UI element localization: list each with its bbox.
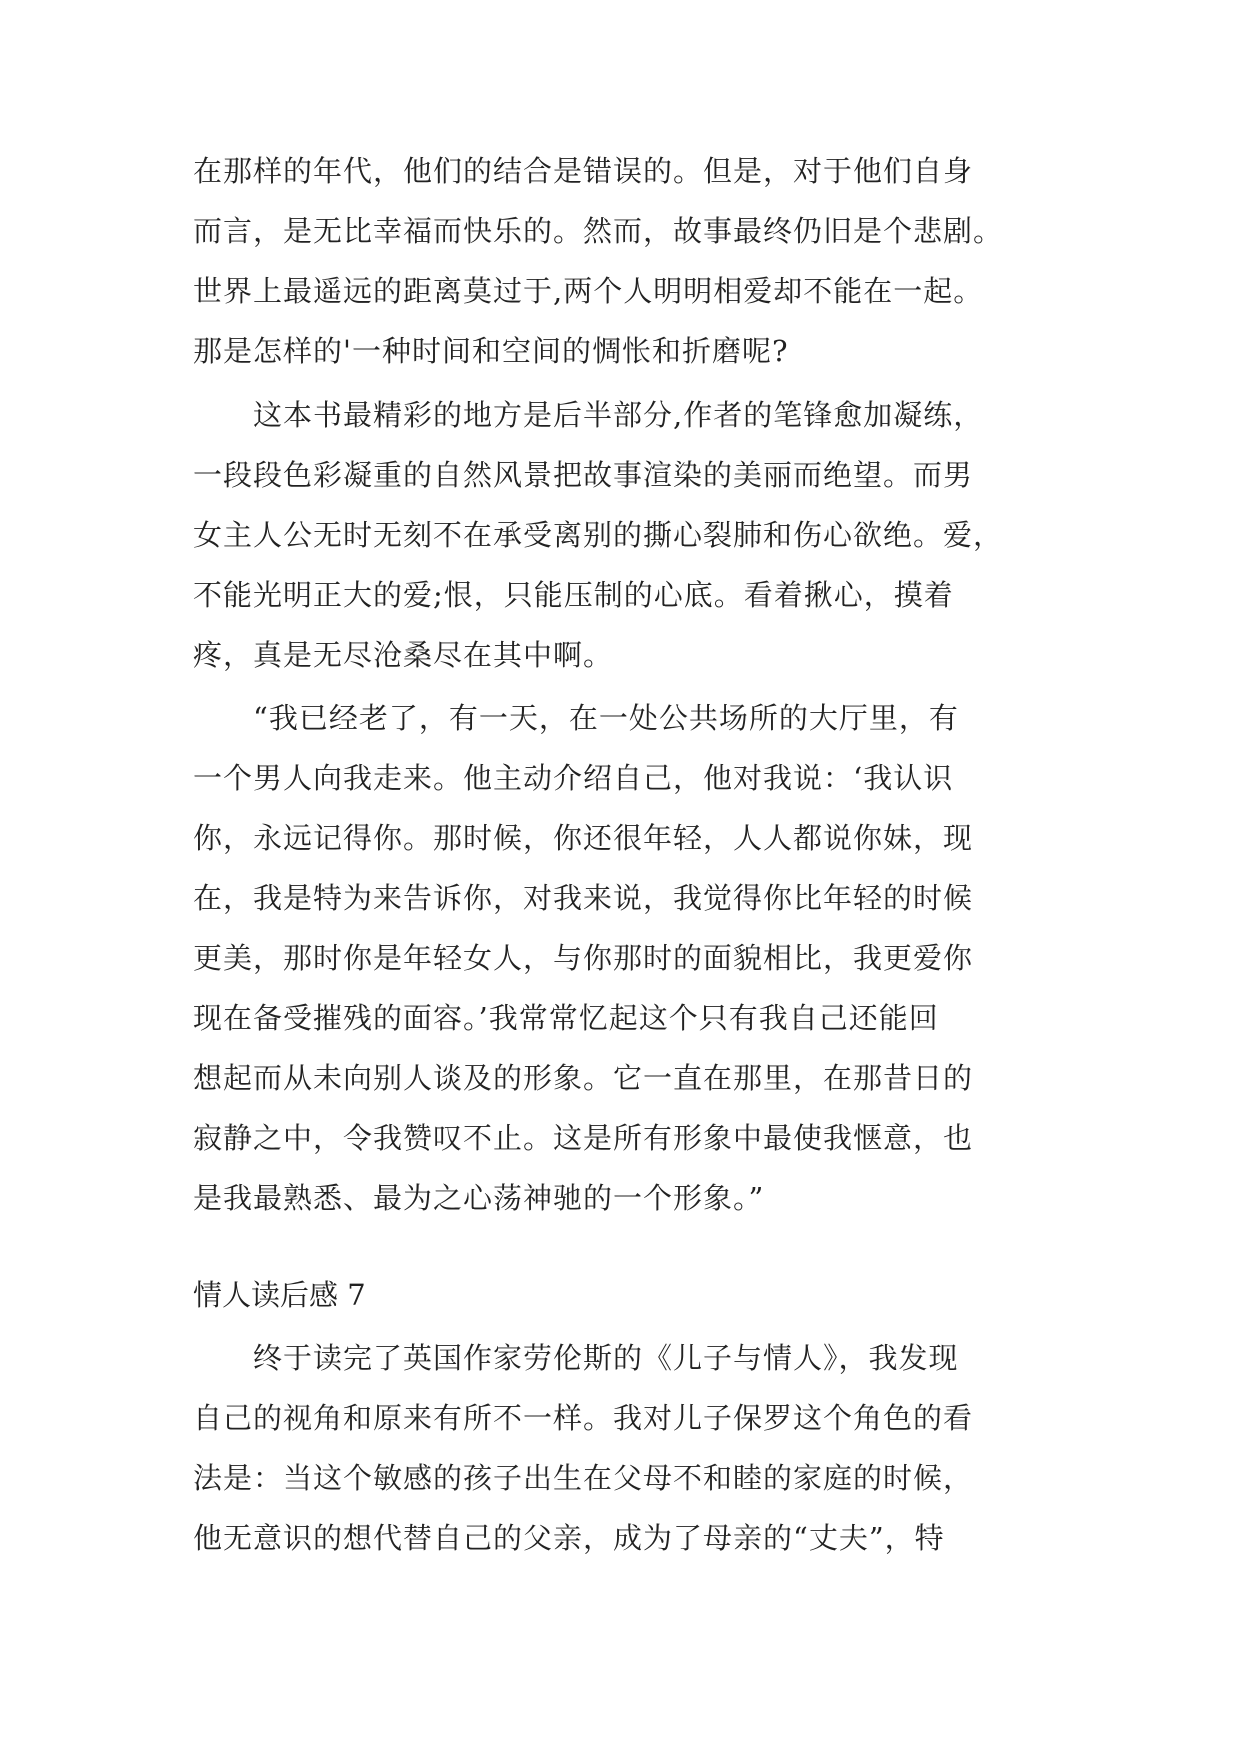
text-line: 而言，是无比幸福而快乐的。然而，故事最终仍旧是个悲剧。 (193, 214, 1004, 248)
text-line: 女主人公无时无刻不在承受离别的撕心裂肺和伤心欲绝。爱， (193, 518, 1004, 552)
text-line: 世界上最遥远的距离莫过于,两个人明明相爱却不能在一起。 (193, 274, 984, 308)
text-line: 一个男人向我走来。他主动介绍自己，他对我说：‘我认识 (193, 761, 954, 795)
text-line: 更美，那时你是年轻女人，与你那时的面貌相比，我更爱你 (193, 941, 974, 975)
text-line: 自己的视角和原来有所不一样。我对儿子保罗这个角色的看 (193, 1401, 974, 1435)
text-line: 寂静之中，令我赞叹不止。这是所有形象中最使我惬意，也 (193, 1121, 974, 1155)
text-line: 一段段色彩凝重的自然风景把故事渲染的美丽而绝望。而男 (193, 458, 974, 492)
section-heading: 情人读后感 7 (193, 1278, 366, 1312)
text-line: 想起而从未向别人谈及的形象。它一直在那里，在那昔日的 (193, 1061, 974, 1095)
text-line: 法是：当这个敏感的孩子出生在父母不和睦的家庭的时候， (193, 1461, 974, 1495)
text-line: 现在备受摧残的面容。’我常常忆起这个只有我自己还能回 (193, 1001, 939, 1035)
text-line: 他无意识的想代替自己的父亲，成为了母亲的“丈夫”，特 (193, 1521, 945, 1555)
text-line: 在那样的年代，他们的结合是错误的。但是，对于他们自身 (193, 154, 974, 188)
text-line: 是我最熟悉、最为之心荡神驰的一个形象。” (193, 1181, 765, 1215)
text-line: 你，永远记得你。那时候，你还很年轻，人人都说你妹，现 (193, 821, 974, 855)
text-line: 终于读完了英国作家劳伦斯的《儿子与情人》，我发现 (253, 1341, 959, 1375)
text-line: 这本书最精彩的地方是后半部分,作者的笔锋愈加凝练， (253, 398, 984, 432)
text-line: 疼，真是无尽沧桑尽在其中啊。 (193, 638, 614, 672)
text-line: 在，我是特为来告诉你，对我来说，我觉得你比年轻的时候 (193, 881, 974, 915)
text-line: “我已经老了，有一天，在一处公共场所的大厅里，有 (253, 701, 959, 735)
text-line: 那是怎样的'一种时间和空间的惆怅和折磨呢? (193, 334, 789, 368)
text-line: 不能光明正大的爱;恨，只能压制的心底。看着揪心，摸着 (193, 578, 954, 612)
